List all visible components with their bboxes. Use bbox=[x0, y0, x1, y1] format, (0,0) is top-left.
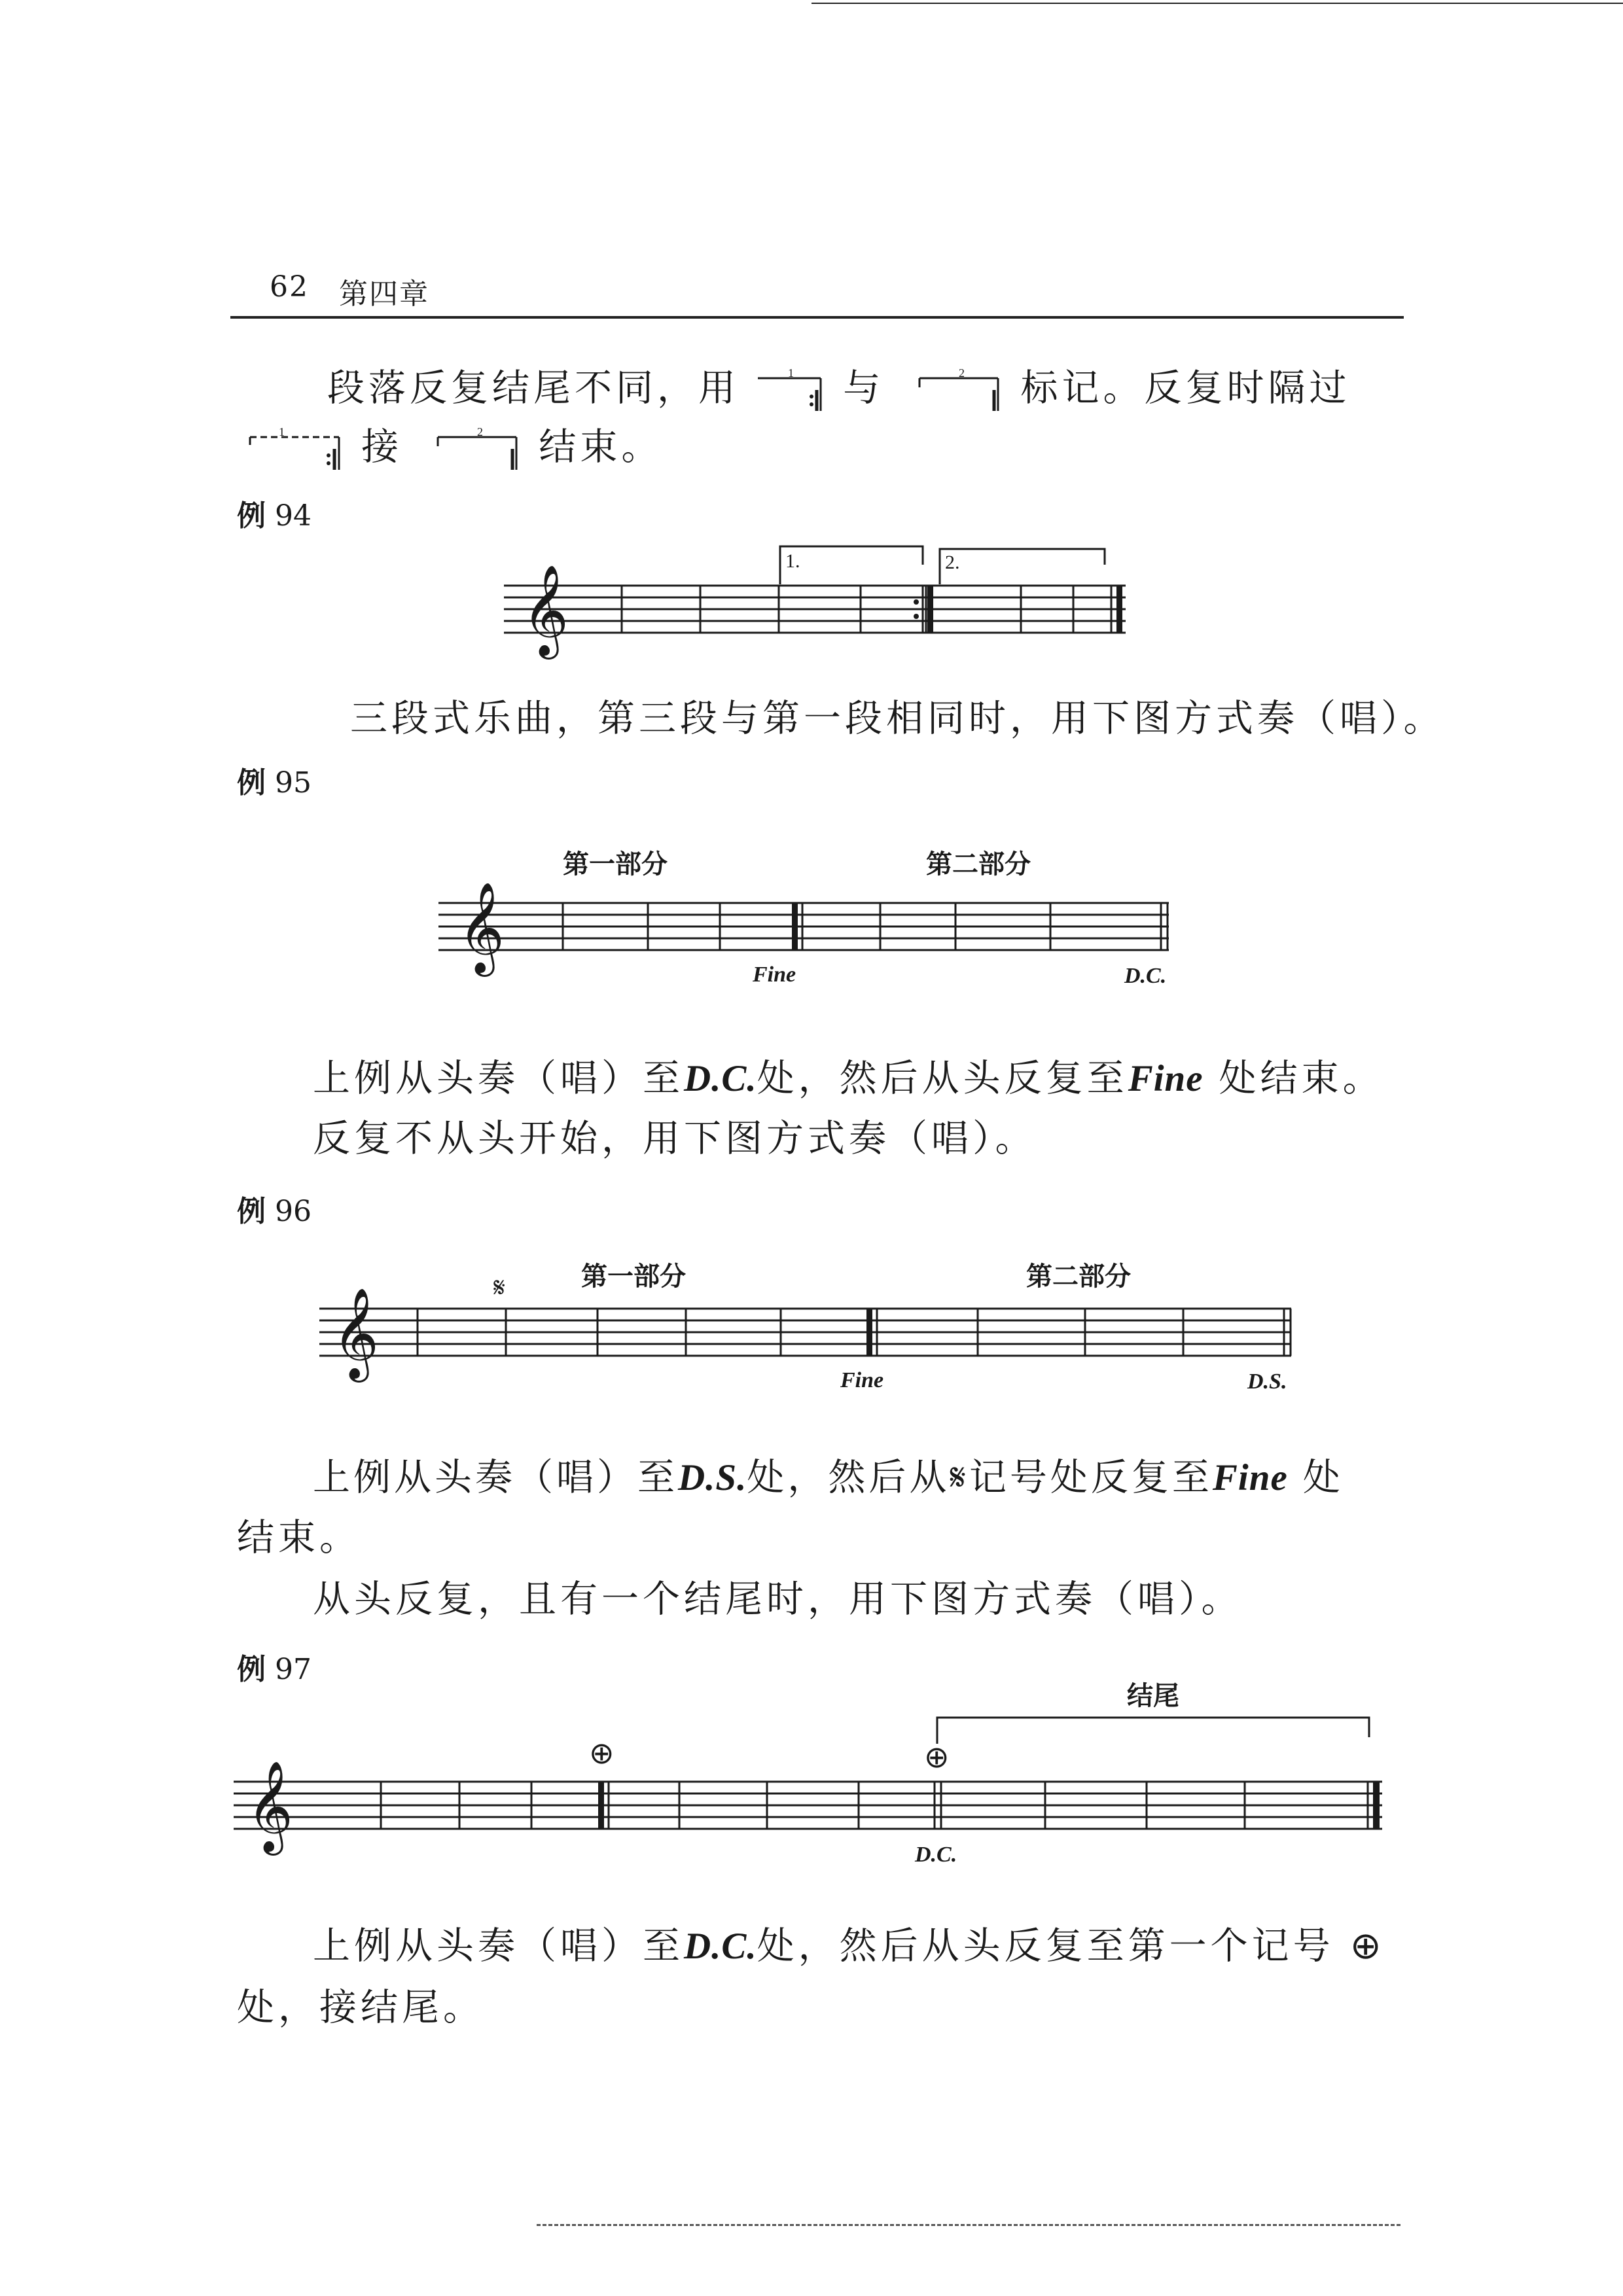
paragraph-not-from-start: 反复不从头开始，用下图方式奏（唱）。 bbox=[313, 1117, 1037, 1160]
treble-clef-icon: 𝄞 bbox=[458, 884, 505, 971]
ds-marking: D.S. bbox=[1247, 1369, 1287, 1394]
paragraph-ex96-explain: 上例从头奏（唱）至D.S.处，然后从𝄋记号处反复至Fine 处 bbox=[313, 1456, 1344, 1499]
first-ending-bracket bbox=[780, 546, 923, 584]
staff-lines bbox=[319, 1309, 1291, 1356]
staff-lines bbox=[234, 1782, 1382, 1829]
second-ending-symbol bbox=[900, 368, 1005, 414]
second-ending-bracket bbox=[940, 549, 1105, 584]
paragraph-ex95-explain: 上例从头奏（唱）至D.C.处，然后从头反复至Fine 处结束。 bbox=[313, 1057, 1384, 1100]
svg-text:2: 2 bbox=[959, 368, 969, 380]
top-edge-rule bbox=[812, 3, 1623, 4]
second-ending-symbol-2 bbox=[418, 427, 523, 472]
example-label-97: 例 97 bbox=[237, 1653, 312, 1686]
part-two-label: 第二部分 bbox=[926, 849, 1031, 879]
ending-label-1: 1. bbox=[785, 550, 800, 572]
first-ending-symbol-2 bbox=[247, 427, 346, 472]
example-94-staff bbox=[497, 533, 1139, 664]
staff-lines bbox=[504, 586, 1126, 633]
example-97-staff bbox=[230, 1672, 1408, 1888]
paragraph-ex97-explain-line2: 处，接结尾。 bbox=[237, 1986, 484, 2029]
coda-sign-icon: ⊕ bbox=[589, 1737, 615, 1770]
part-one-label: 第一部分 bbox=[563, 849, 668, 879]
example-96-staff bbox=[313, 1243, 1321, 1400]
intro-line-2: 1 接 2 结束。 bbox=[247, 427, 662, 472]
part-one-label: 第一部分 bbox=[581, 1262, 686, 1291]
treble-clef-icon: 𝄞 bbox=[247, 1763, 293, 1850]
paragraph-ex96-explain-line2: 结束。 bbox=[237, 1516, 361, 1559]
ending-label-2: 2. bbox=[945, 552, 960, 573]
example-label-95: 例 95 bbox=[237, 766, 312, 800]
first-ending-symbol bbox=[755, 368, 827, 414]
svg-text:2: 2 bbox=[477, 427, 488, 438]
fine-marking: Fine bbox=[840, 1368, 884, 1392]
header-rule bbox=[230, 316, 1404, 319]
coda-bracket bbox=[937, 1718, 1369, 1744]
example-label-96: 例 96 bbox=[237, 1195, 312, 1228]
dc-marking: D.C. bbox=[1124, 964, 1167, 988]
example-95-staff bbox=[438, 844, 1198, 995]
fine-marking: Fine bbox=[753, 963, 796, 987]
coda-sign-inline-icon: ⊕ bbox=[1349, 1925, 1385, 1967]
dc-marking: D.C. bbox=[915, 1843, 957, 1867]
page-number: 62 bbox=[270, 270, 309, 304]
paragraph-ternary: 三段式乐曲，第三段与第一段相同时，用下图方式奏（唱）。 bbox=[350, 697, 1445, 740]
treble-clef-icon: 𝄞 bbox=[522, 567, 569, 654]
svg-text:1: 1 bbox=[788, 368, 798, 380]
paragraph-coda-intro: 从头反复，且有一个结尾时，用下图方式奏（唱）。 bbox=[313, 1578, 1243, 1621]
svg-text:1: 1 bbox=[279, 427, 289, 438]
chapter-title: 第四章 bbox=[339, 277, 429, 311]
treble-clef-icon: 𝄞 bbox=[332, 1290, 379, 1377]
paragraph-ex97-explain: 上例从头奏（唱）至D.C.处，然后从头反复至第一个记号 ⊕ bbox=[313, 1924, 1385, 1968]
example-label-94: 例 94 bbox=[237, 499, 312, 533]
staff-lines bbox=[438, 903, 1169, 950]
segno-icon: 𝄋 bbox=[493, 1273, 506, 1303]
coda-sign-icon-2: ⊕ bbox=[924, 1740, 950, 1774]
intro-line-1: 段落反复结尾不同，用 1 与 2 标记。反复时隔过 bbox=[327, 368, 1351, 414]
segno-icon-inline: 𝄋 bbox=[950, 1457, 969, 1498]
bottom-scan-line bbox=[537, 2224, 1400, 2226]
coda-section-label: 结尾 bbox=[1127, 1681, 1179, 1710]
part-two-label: 第二部分 bbox=[1026, 1262, 1131, 1291]
